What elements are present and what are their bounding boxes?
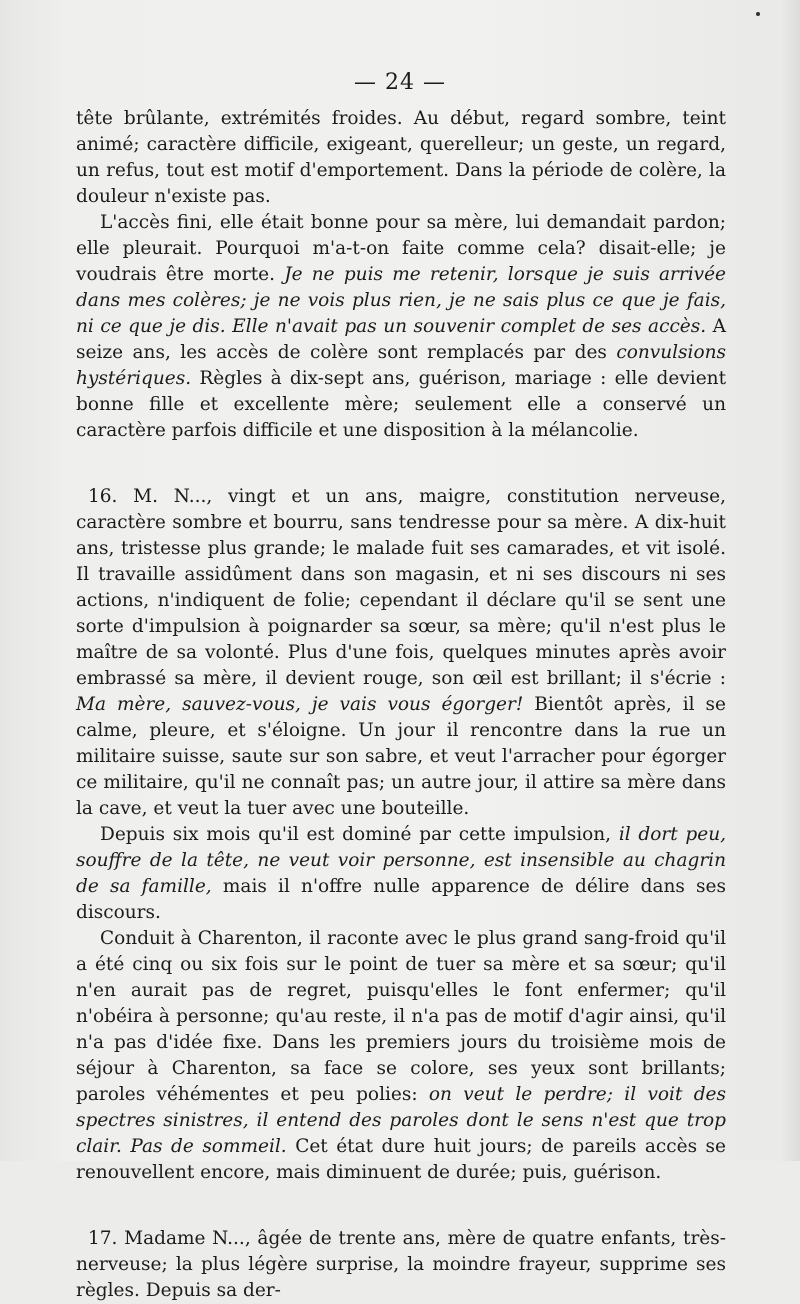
case-16-impulsion-paragraph: Depuis six mois qu'il est dominé par cette impulsion, il dort peu, souffre de la tête, ne veut voir personne, est insensible au chagrin de sa famille, mais il n'offre nulle apparence de délire dans ses discours. <box>76 824 726 923</box>
page-edge-shadow <box>782 0 800 1161</box>
case-17-paragraph: 17. Madame N..., âgée de trente ans, mère de quatre enfants, très-nerveuse; la plus légère surprise, la moindre frayeur, supprime ses règles. Depuis sa der- <box>76 1228 726 1301</box>
section-gap <box>76 1186 726 1226</box>
paragraph-after-access: L'accès fini, elle était bonne pour sa mère, lui demandait pardon; elle pleurait. Pourquoi m'a-t-on faite comme cela? disait-elle; je voudrais être morte. Je ne puis me retenir, lorsque je suis arrivée dans mes colères; je ne vois plus rien, je ne sais plus ce que je fais, ni ce que je dis. Elle n'avait pas un souvenir complet de ses accès. A seize ans, les accès de colère sont remplacés par des convulsions hystériques. Règles à dix-sept ans, guérison, mariage : elle devient bonne fille et excellente mère; seulement elle a conservé un caractère parfois difficile et une disposition à la mélancolie. <box>76 212 727 441</box>
case-16-paragraph: 16. M. N..., vingt et un ans, maigre, constitution nerveuse, caractère sombre et bourru, sans tendresse pour sa mère. A dix-huit ans, tristesse plus grande; le malade fuit ses camarades, et vit isolé. Il travaille assidûment dans son magasin, et ni ses discours ni ses actions, n'indiquent de folie; cependant il déclare qu'il se sent une sorte d'impulsion à poignarder sa sœur, sa mère; qu'il n'est plus le maître de sa volonté. Plus d'une fois, quelques minutes après avoir embrassé sa mère, il devient rouge, son œil est brillant; il s'écrie : Ma mère, sauvez-vous, je vais vous égorger! Bientôt après, il se calme, pleure, et s'éloigne. Un jour il rencontre dans la rue un militaire suisse, saute sur son sabre, et veut l'arracher pour égorger ce militaire, qu'il ne connaît pas; un autre jour, il attire sa mère dans la cave, et veut la tuer avec une bouteille. <box>76 486 726 819</box>
case-16-number: 16. M. N..., <box>88 486 213 507</box>
paragraph-continuation: tête brûlante, extrémités froides. Au début, regard sombre, teint animé; caractère difficile, exigeant, querelleur; un geste, un regard, un refus, tout est motif d'emportement. Dans la période de colère, la douleur n'existe pas. <box>76 108 726 207</box>
ink-speck <box>756 12 760 16</box>
case-17-number: 17. Madame N..., <box>88 1228 251 1249</box>
page-number: — 24 — <box>354 70 446 95</box>
case-16-charenton-paragraph: Conduit à Charenton, il raconte avec le plus grand sang-froid qu'il a été cinq ou six fois sur le point de tuer sa mère et sa sœur; qu'il n'en aurait pas de regret, puisqu'elles le font enfermer; qu'il n'obéira à personne; qu'au reste, il n'a pas de motif d'agir ainsi, qu'il n'a pas d'idée fixe. Dans les premiers jours du troisième mois de séjour à Charenton, sa face se colore, ses yeux sont brillants; paroles véhémentes et peu polies: on veut le perdre; il voit des spectres sinistres, il entend des paroles dont le sens n'est que trop clair. Pas de sommeil. Cet état dure huit jours; de pareils accès se renouvellent encore, mais diminuent de durée; puis, guérison. <box>76 928 726 1183</box>
body-text <box>76 106 726 1304</box>
section-gap <box>76 444 726 484</box>
